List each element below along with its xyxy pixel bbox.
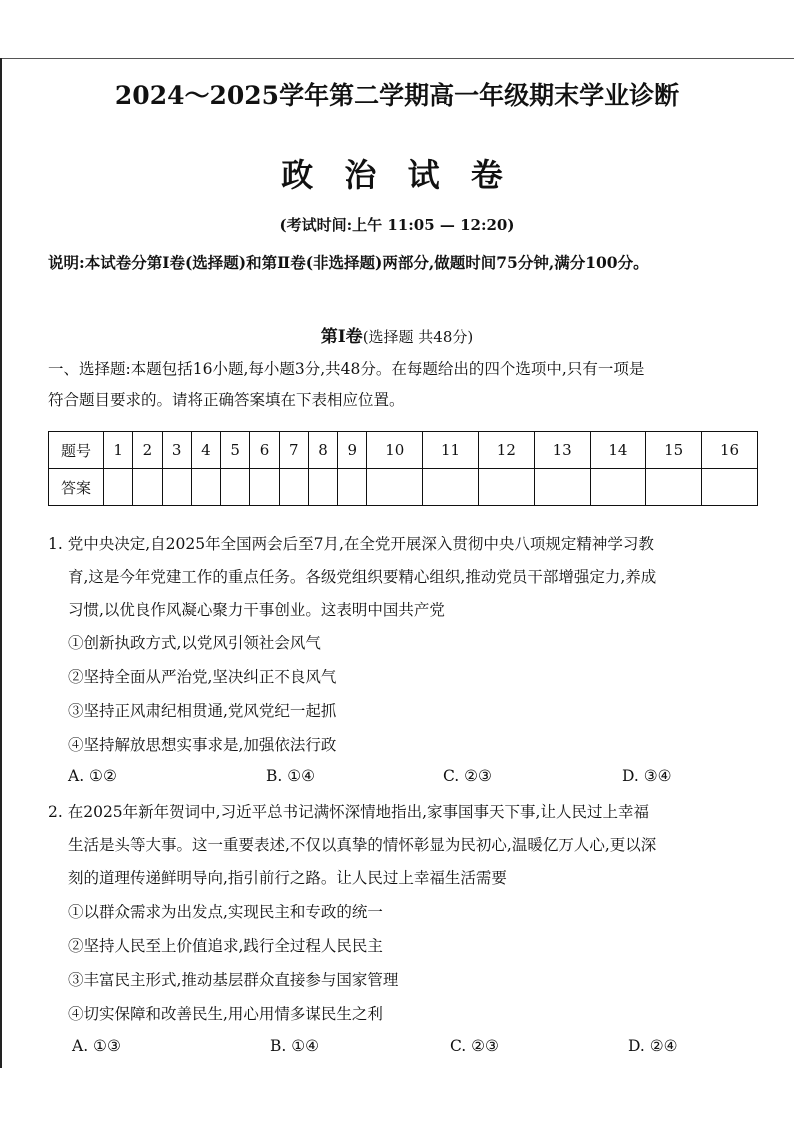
number-cell: 3 bbox=[162, 432, 191, 469]
q1-stem-line-3: 习惯,以优良作风凝心聚力干事创业。这表明中国共产党 bbox=[68, 601, 445, 619]
q2-item-1: ①以群众需求为出发点,实现民主和专政的统一 bbox=[68, 903, 383, 921]
q1-item-1: ①创新执政方式,以党风引领社会风气 bbox=[68, 634, 321, 652]
q1-option-b[interactable]: B. ①④ bbox=[266, 767, 316, 785]
q1-option-c[interactable]: C. ②③ bbox=[443, 767, 492, 785]
row-header-number: 题号 bbox=[49, 432, 104, 469]
answer-cell[interactable] bbox=[590, 469, 646, 506]
number-cell: 16 bbox=[702, 432, 758, 469]
answer-cell[interactable] bbox=[308, 469, 337, 506]
number-cell: 6 bbox=[250, 432, 279, 469]
q2-stem-line-2: 生活是头等大事。这一重要表述,不仅以真挚的情怀彰显为民初心,温暖亿万人心,更以深 bbox=[68, 836, 657, 854]
number-cell: 5 bbox=[221, 432, 250, 469]
section-heading-main: 第Ⅰ卷 bbox=[320, 327, 363, 347]
q1-option-a[interactable]: A. ①② bbox=[68, 767, 117, 785]
answer-row bbox=[49, 469, 758, 506]
section-heading-sub: (选择题 共48分) bbox=[362, 328, 474, 346]
q2-item-4: ④切实保障和改善民生,用心用情多谋民生之利 bbox=[68, 1005, 383, 1023]
q1-stem-line-1: 1. 党中央决定,自2025年全国两会后至7月,在全党开展深入贯彻中央八项规定精神学习教 bbox=[48, 535, 654, 553]
answer-cell[interactable] bbox=[478, 469, 534, 506]
q1-stem-line-2: 育,这是今年党建工作的重点任务。各级党组织要精心组织,推动党员干部增强定力,养成 bbox=[68, 568, 657, 586]
answer-cell[interactable] bbox=[279, 469, 308, 506]
answer-cell[interactable] bbox=[104, 469, 133, 506]
number-cell: 2 bbox=[133, 432, 162, 469]
q2-stem-line-1: 2. 在2025年新年贺词中,习近平总书记满怀深情地指出,家事国事天下事,让人民过上幸福 bbox=[48, 803, 649, 821]
number-cell: 9 bbox=[338, 432, 367, 469]
exam-note: 说明:本试卷分第Ⅰ卷(选择题)和第Ⅱ卷(非选择题)两部分,做题时间75分钟,满分100分。 bbox=[48, 253, 649, 272]
instructions-line-1: 一、选择题:本题包括16小题,每小题3分,共48分。在每题给出的四个选项中,只有一项是 bbox=[48, 360, 645, 378]
answer-cell[interactable] bbox=[250, 469, 279, 506]
q2-stem-line-3: 刻的道理传递鲜明导向,指引前行之路。让人民过上幸福生活需要 bbox=[68, 869, 507, 887]
number-cell: 11 bbox=[423, 432, 479, 469]
answer-cell[interactable] bbox=[221, 469, 250, 506]
exam-time: (考试时间:上午 11:05 — 12:20) bbox=[279, 216, 515, 234]
subject-title: 政 治 试 卷 bbox=[281, 156, 513, 194]
answer-cell[interactable] bbox=[646, 469, 702, 506]
q1-item-3: ③坚持正风肃纪相贯通,党风党纪一起抓 bbox=[68, 702, 337, 720]
number-cell: 8 bbox=[308, 432, 337, 469]
q2-item-3: ③丰富民主形式,推动基层群众直接参与国家管理 bbox=[68, 971, 399, 989]
answer-cell[interactable] bbox=[133, 469, 162, 506]
q2-option-a[interactable]: A. ①③ bbox=[72, 1037, 121, 1055]
section-heading bbox=[0, 322, 794, 347]
q2-option-b[interactable]: B. ①④ bbox=[270, 1037, 320, 1055]
row-header-answer: 答案 bbox=[49, 469, 104, 506]
answer-cell[interactable] bbox=[367, 469, 423, 506]
number-cell: 14 bbox=[590, 432, 646, 469]
number-cell: 15 bbox=[646, 432, 702, 469]
answer-cell[interactable] bbox=[191, 469, 220, 506]
answer-cell[interactable] bbox=[534, 469, 590, 506]
number-cell: 1 bbox=[104, 432, 133, 469]
answer-cell[interactable] bbox=[162, 469, 191, 506]
q1-option-d[interactable]: D. ③④ bbox=[622, 767, 672, 785]
exam-title: 2024～2025学年第二学期高一年级期末学业诊断 bbox=[114, 81, 680, 110]
instructions-line-2: 符合题目要求的。请将正确答案填在下表相应位置。 bbox=[48, 391, 405, 409]
q2-item-2: ②坚持人民至上价值追求,践行全过程人民民主 bbox=[68, 937, 383, 955]
q2-option-d[interactable]: D. ②④ bbox=[628, 1037, 678, 1055]
answer-cell[interactable] bbox=[423, 469, 479, 506]
number-cell: 13 bbox=[534, 432, 590, 469]
question-number-row bbox=[49, 432, 758, 469]
q1-item-4: ④坚持解放思想实事求是,加强依法行政 bbox=[68, 736, 337, 754]
number-cell: 12 bbox=[478, 432, 534, 469]
answer-table bbox=[48, 431, 758, 506]
answer-cell[interactable] bbox=[338, 469, 367, 506]
number-cell: 7 bbox=[279, 432, 308, 469]
page-top-rule bbox=[0, 58, 794, 59]
number-cell: 4 bbox=[191, 432, 220, 469]
page-left-rule bbox=[0, 58, 2, 1068]
answer-cell[interactable] bbox=[702, 469, 758, 506]
number-cell: 10 bbox=[367, 432, 423, 469]
q1-item-2: ②坚持全面从严治党,坚决纠正不良风气 bbox=[68, 668, 337, 686]
q2-option-c[interactable]: C. ②③ bbox=[450, 1037, 499, 1055]
